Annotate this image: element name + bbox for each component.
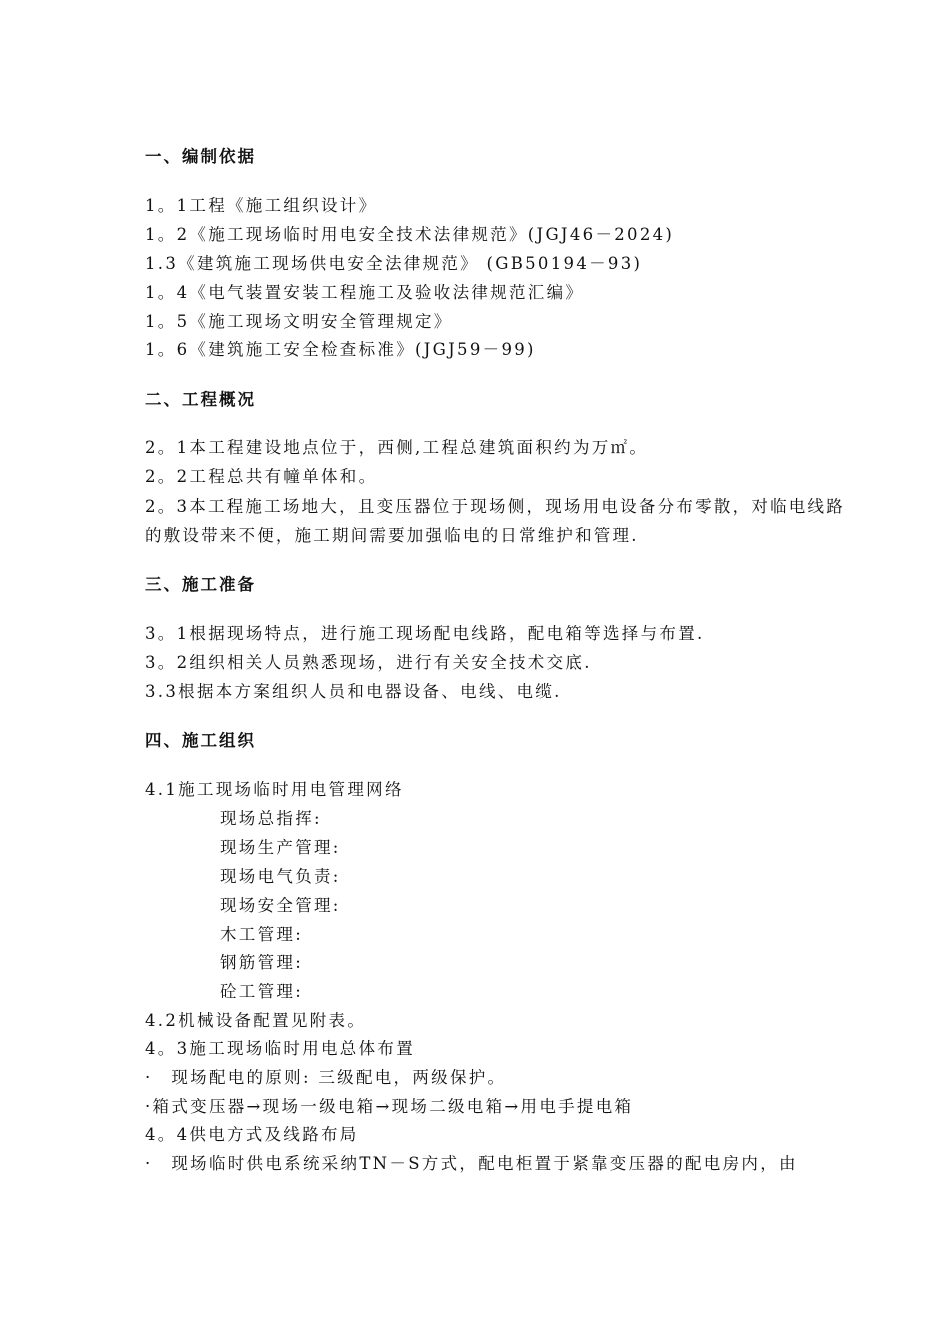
bullet-item: ·箱式变压器→现场一级电箱→现场二级电箱→用电手提电箱: [145, 1097, 634, 1116]
list-item: 4。4供电方式及线路布局: [145, 1125, 359, 1144]
paragraph: 2。3本工程施工场地大，且变压器位于现场侧，现场用电设备分布零散，对临电线路的敷设带来不便，施工期间需要加强临电的日常维护和管理.: [145, 497, 845, 545]
section-heading-1: 一、编制依据: [145, 147, 256, 166]
list-item: 1。6《建筑施工安全检查标准》(JGJ59－99): [145, 340, 536, 359]
list-item: 1。4《电气装置安装工程施工及验收法律规范汇编》: [145, 283, 585, 302]
list-item: 4.2机械设备配置见附表。: [145, 1011, 367, 1030]
list-item: 2。2工程总共有幢单体和。: [145, 467, 378, 486]
list-item: 1。5《施工现场文明安全管理规定》: [145, 312, 453, 331]
role-line: 钢筋管理:: [220, 953, 304, 972]
role-line: 现场生产管理:: [220, 838, 341, 857]
bullet-item: · 现场临时供电系统采纳TN－S方式，配电柜置于紧靠变压器的配电房内，由: [145, 1154, 798, 1173]
list-item: 3.3根据本方案组织人员和电器设备、电线、电缆.: [145, 682, 562, 701]
list-item: 3。2组织相关人员熟悉现场，进行有关安全技术交底.: [145, 653, 592, 672]
role-line: 现场安全管理:: [220, 896, 341, 915]
list-item: 2。1本工程建设地点位于，西侧,工程总建筑面积约为万㎡。: [145, 438, 649, 457]
section-heading-3: 三、施工准备: [145, 575, 256, 594]
role-line: 现场电气负责:: [220, 867, 341, 886]
role-line: 现场总指挥:: [220, 809, 322, 828]
list-item: 1。1工程《施工组织设计》: [145, 196, 378, 215]
list-item: 4.1施工现场临时用电管理网络: [145, 780, 404, 799]
list-item: 1。2《施工现场临时用电安全技术法律规范》(JGJ46－2024): [145, 225, 675, 244]
list-item: 3。1根据现场特点，进行施工现场配电线路，配电箱等选择与布置.: [145, 624, 705, 643]
role-line: 木工管理:: [220, 925, 304, 944]
role-line: 砼工管理:: [220, 982, 304, 1001]
list-item: 1.3《建筑施工现场供电安全法律规范》 (GB50194－93): [145, 254, 643, 273]
section-heading-2: 二、工程概况: [145, 390, 256, 409]
bullet-item: · 现场配电的原则: 三级配电，两级保护。: [145, 1068, 507, 1087]
list-item: 4。3施工现场临时用电总体布置: [145, 1039, 415, 1058]
section-heading-4: 四、施工组织: [145, 731, 256, 750]
